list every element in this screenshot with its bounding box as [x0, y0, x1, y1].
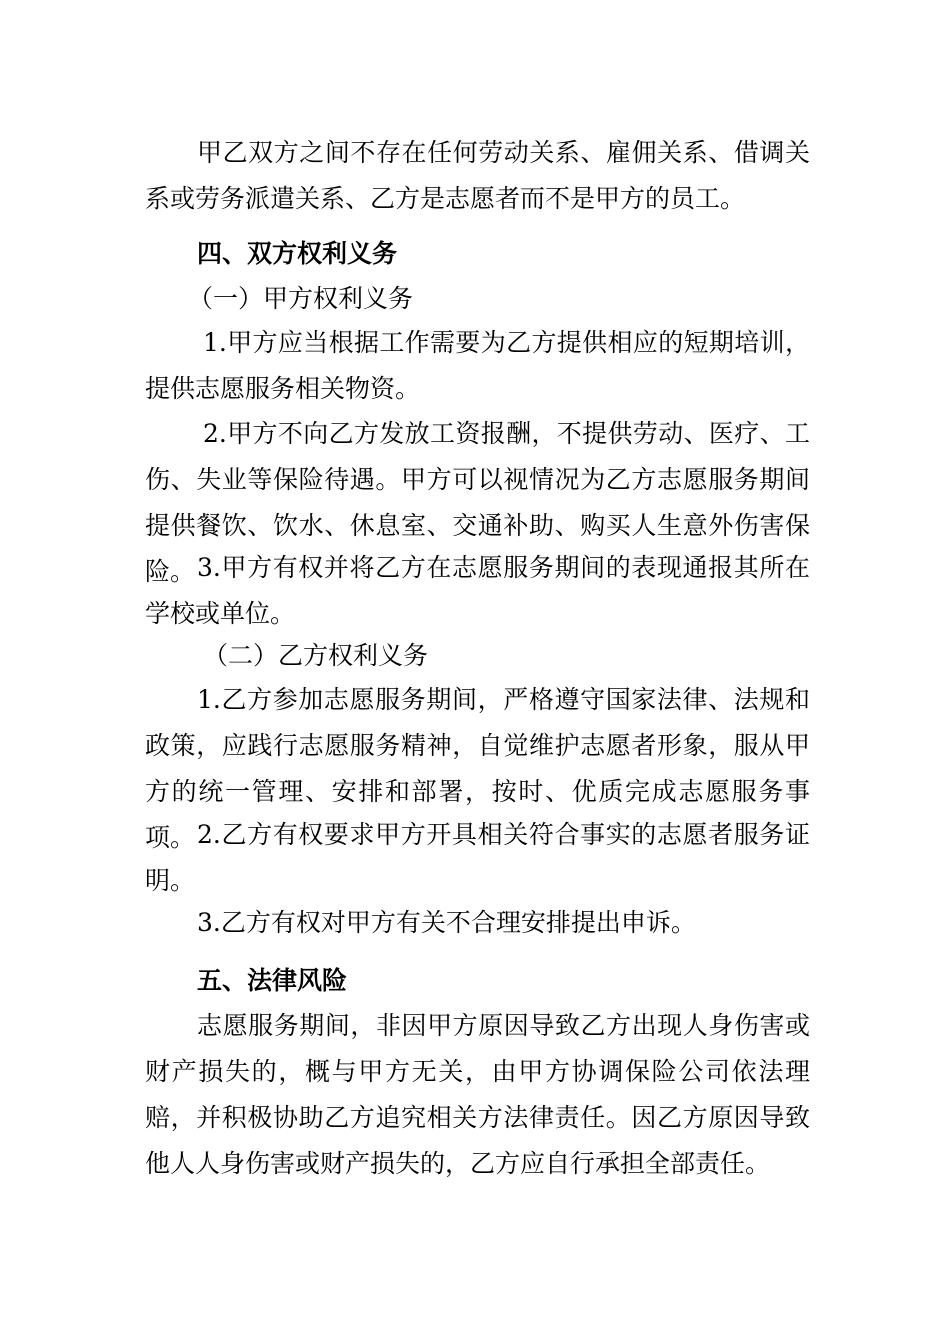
paragraph-legal-risk: 志愿服务期间，非因甲方原因导致乙方出现人身伤害或财产损失的，概与甲方无关，由甲方协调保险公司依法理赔，并积极协助乙方追究相关方法律责任。因乙方原因导致他人人身伤害或财产损失的，乙方应自行承担全部责任。	[145, 1011, 810, 1178]
party-a-item-2: 2.甲方不向乙方发放工资报酬，不提供劳动、医疗、工伤、失业等保险待遇。甲方可以视情况为乙方志愿服务期间提供餐饮、饮水、休息室、交通补助、购买人生意外伤害保险。	[145, 419, 810, 586]
section-heading-rights-obligations: 四、双方权利义务	[197, 239, 398, 268]
party-b-item-1: 1.乙方参加志愿服务期间，严格遵守国家法律、法规和政策，应践行志愿服务精神，自觉维护志愿者形象，服从甲方的统一管理、安排和部署，按时、优质完成志愿服务事项。	[145, 685, 810, 852]
party-a-item-3: 3.甲方有权并将乙方在志愿服务期间的表现通报其所在学校或单位。	[145, 553, 810, 628]
party-b-item-2: 2.乙方有权要求甲方开具相关符合事实的志愿者服务证明。	[145, 820, 810, 895]
subheading-party-a: （一）甲方权利义务	[188, 284, 414, 313]
party-b-item-3: 3.乙方有权对甲方有关不合理安排提出申诉。	[197, 908, 696, 937]
paragraph-no-employment-relationship: 甲乙双方之间不存在任何劳动关系、雇佣关系、借调关系或劳务派遣关系、乙方是志愿者而不是甲方的员工。	[145, 138, 810, 213]
section-heading-legal-risk: 五、法律风险	[197, 966, 348, 995]
party-a-item-1: 1.甲方应当根据工作需要为乙方提供相应的短期培训，提供志愿服务相关物资。	[145, 328, 810, 403]
subheading-party-b: （二）乙方权利义务	[203, 641, 429, 670]
